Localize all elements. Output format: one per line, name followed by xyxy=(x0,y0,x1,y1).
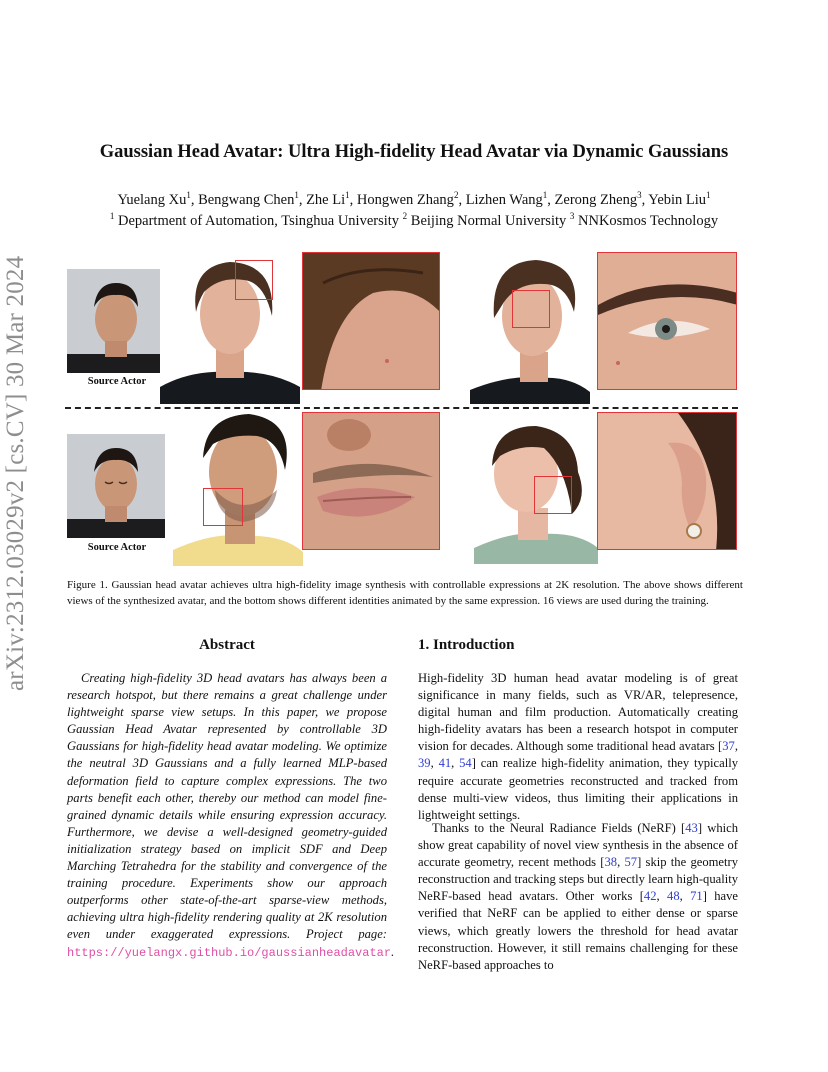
citation-link[interactable]: 39 xyxy=(418,756,431,771)
avatar-front-view-photo xyxy=(160,252,300,404)
author-affiliation-mark: 1 xyxy=(345,190,350,201)
citation-link[interactable]: 57 xyxy=(624,855,638,870)
zoom-region-box xyxy=(203,488,243,526)
paragraph-text: High-fidelity 3D human head avatar modeling is of great significance in many fields, such as VR/AR, telepresence, digital human and film production. Automatically creating high-fidelity avatars has been a research hotspot in computer vision for decades. Although some traditional head avatars [ xyxy=(418,671,738,754)
source-actor-photo-bottom xyxy=(67,434,165,538)
introduction-heading: 1. Introduction xyxy=(418,637,515,653)
citation-link[interactable]: 54 xyxy=(459,756,472,771)
paragraph-text: , xyxy=(617,855,625,870)
author-affiliation-mark: 1 xyxy=(186,190,191,201)
author-affiliation-mark: 1 xyxy=(294,190,299,201)
zoom-detail-eye xyxy=(597,252,737,390)
author-name: Hongwen Zhang xyxy=(356,192,454,208)
avatar-side-view-photo xyxy=(470,252,590,404)
citation-link[interactable]: 71 xyxy=(690,889,703,904)
affiliation-name: NNKosmos Technology xyxy=(574,213,719,229)
paragraph-text: Thanks to the Neural Radiance Fields (NeRF) [ xyxy=(432,821,686,835)
author-name: Lizhen Wang xyxy=(465,192,543,208)
figure-caption: Figure 1. Gaussian head avatar achieves ultra high-fidelity image synthesis with controllable expressions at 2K resolution. The above shows different views of the synthesized avatar, and the bottom shows different identities animated by the same expression. 16 views are used during the training. xyxy=(67,579,743,607)
author-name: Yuelang Xu xyxy=(117,192,187,208)
source-actor-photo-top xyxy=(67,269,165,373)
zoom-detail-ear xyxy=(597,412,737,550)
author-affiliation-mark: 1 xyxy=(706,190,711,201)
source-actor-label-top: Source Actor xyxy=(87,376,147,387)
identity-2-photo xyxy=(474,412,598,564)
paragraph-text: ] have verified that NeRF can be applied to either dense or sparse views, which greatly lowers the threshold for head avatar reconstruction. However, it still remains challenging for these NeRF-based approaches to xyxy=(418,889,739,972)
paragraph-text: , xyxy=(656,889,668,904)
citation-link[interactable]: 38 xyxy=(604,855,618,870)
affiliation-mark: 1 xyxy=(109,211,115,222)
zoom-region-box xyxy=(534,476,572,514)
citation-link[interactable]: 37 xyxy=(722,739,735,754)
paragraph-text: ] skip the geometry reconstruction and tracking steps but directly learn high-quality NeRF-based head avatars. Other works [ xyxy=(418,855,738,904)
citation-link[interactable]: 48 xyxy=(667,889,680,904)
author-name: Zerong Zheng xyxy=(554,192,638,208)
author-affiliation-mark: 1 xyxy=(542,190,548,201)
source-actor-label-bottom: Source Actor xyxy=(87,542,147,553)
author-name: Bengwang Chen xyxy=(198,192,295,208)
zoom-detail-lips xyxy=(302,412,440,550)
paragraph-text: , xyxy=(734,739,738,754)
paragraph-text: , xyxy=(679,889,691,904)
affiliation-mark: 3 xyxy=(569,211,575,222)
affiliation-name: Department of Automation, Tsinghua University xyxy=(114,213,400,229)
zoom-region-box xyxy=(235,260,273,300)
paper-title: Gaussian Head Avatar: Ultra High-fidelity Head Avatar via Dynamic Gaussians xyxy=(99,142,729,162)
author-name: Zhe Li xyxy=(306,192,346,208)
zoom-region-box xyxy=(512,290,550,328)
abstract-body: Creating high-fidelity 3D head avatars has always been a research hotspot, but there remains a great challenge under lightweight sparse view setups. In this paper, we propose Gaussian Head Avatar represented by controllable 3D Gaussians for high-fidelity head avatar modeling. We optimize the neutral 3D Gaussians and a fully learned MLP-based deformation field to capture complex expressions. The two parts benefit each other, thereby our method can model fine-grained dynamic details while ensuring expression accuracy. Furthermore, we devise a well-designed geometry-guided initialization strategy based on implicit SDF and Deep Marching Tetrahedra for the stability and convergence of the training procedure. Experiments show our approach outperforms other state-of-the-art sparse-view methods, achieving ultra high-fidelity rendering quality at 2K resolution even under exaggerated expressions. Project page: xyxy=(67,671,387,942)
project-page-link[interactable]: https://yuelangx.github.io/gaussianheadavatar xyxy=(67,945,392,960)
citation-link[interactable]: 41 xyxy=(438,756,452,771)
arxiv-stamp: arXiv:2312.03029v2 [cs.CV] 30 Mar 2024 xyxy=(2,255,29,691)
intro-paragraph-2 xyxy=(418,820,738,974)
author-affiliation-mark: 3 xyxy=(637,190,642,201)
citation-link[interactable]: 42 xyxy=(643,889,657,904)
abstract-text xyxy=(67,670,395,962)
abstract-heading: Abstract xyxy=(199,637,255,653)
zoom-detail-hair xyxy=(302,252,440,390)
author-name: Yebin Liu xyxy=(648,192,707,208)
paragraph-text: ] which show great capability of novel view synthesis in the absence of accurate geometry, recent methods [ xyxy=(418,821,738,870)
author-list: Yuelang Xu$^1$, Bengwang Chen$^1$, Zhe Li$^1$, Hongwen Zhang$^2$, Lizhen Wang$^1$, Zerong Zheng$^3$, Yebin Liu$^1$ xyxy=(117,190,711,208)
paragraph-text: ] can realize high-fidelity animation, they typically require accurate geometries reconstructed and tracked from dense multi-view videos, thus limiting their applications in lightweight settings. xyxy=(418,756,739,822)
paragraph-text: , xyxy=(430,756,439,771)
affiliation-name: Beijing Normal University xyxy=(407,213,567,229)
citation-link[interactable]: 43 xyxy=(685,821,698,835)
affiliation-list xyxy=(60,213,768,230)
abstract-end: . xyxy=(391,944,395,959)
intro-paragraph-1 xyxy=(418,670,738,824)
author-affiliation-mark: 2 xyxy=(453,190,459,201)
affiliation-mark: 2 xyxy=(402,211,408,222)
figure-divider xyxy=(65,407,738,409)
paragraph-text: , xyxy=(451,756,460,771)
identity-1-photo xyxy=(173,410,303,566)
